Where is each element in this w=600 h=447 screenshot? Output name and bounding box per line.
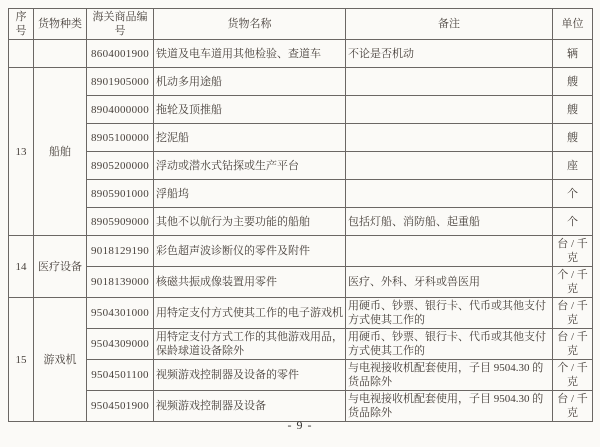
code-cell: 8905909000: [87, 208, 154, 236]
page-number: - 9 -: [287, 418, 313, 432]
code-cell: 8905100000: [87, 124, 154, 152]
category-cell: 医疗设备: [34, 236, 87, 298]
unit-cell: 辆: [553, 40, 593, 68]
unit-cell: 台 / 千克: [553, 391, 593, 422]
category-cell: [34, 40, 87, 68]
code-cell: 8905200000: [87, 152, 154, 180]
category-cell: 船舶: [34, 68, 87, 236]
table-row: [9, 40, 593, 68]
remark-cell: 用硬币、钞票、银行卡、代币或其他支付方式使其工作的: [346, 329, 553, 360]
unit-cell: 个 / 千克: [553, 267, 593, 298]
name-cell: 浮船坞: [154, 180, 346, 208]
table-row: [9, 68, 593, 96]
goods-table: [8, 8, 593, 422]
unit-cell: 艘: [553, 96, 593, 124]
unit-cell: 台 / 千克: [553, 236, 593, 267]
table-row: [9, 96, 593, 124]
unit-cell: 个: [553, 208, 593, 236]
unit-cell: 座: [553, 152, 593, 180]
remark-cell: 包括灯船、消防船、起重船: [346, 208, 553, 236]
name-cell: 浮动或潜水式钻探或生产平台: [154, 152, 346, 180]
serial-cell: 14: [9, 236, 34, 298]
code-cell: 8604001900: [87, 40, 154, 68]
table-row: [9, 298, 593, 329]
code-cell: 9504301000: [87, 298, 154, 329]
table-row: [9, 391, 593, 422]
remark-cell: [346, 68, 553, 96]
remark-cell: [346, 180, 553, 208]
unit-cell: 艘: [553, 124, 593, 152]
name-cell: 视频游戏控制器及设备: [154, 391, 346, 422]
serial-cell: [9, 40, 34, 68]
table-header: [9, 9, 593, 40]
code-cell: 9504309000: [87, 329, 154, 360]
remark-cell: [346, 152, 553, 180]
serial-cell: 15: [9, 298, 34, 422]
header-unit: 单位: [553, 9, 593, 40]
name-cell: 铁道及电车道用其他检验、查道车: [154, 40, 346, 68]
remark-cell: 与电视接收机配套使用，子目 9504.30 的货品除外: [346, 360, 553, 391]
remark-cell: [346, 96, 553, 124]
name-cell: 挖泥船: [154, 124, 346, 152]
name-cell: 核磁共振成像装置用零件: [154, 267, 346, 298]
goods-table-container: [8, 8, 592, 422]
remark-cell: 与电视接收机配套使用，子目 9504.30 的货品除外: [346, 391, 553, 422]
remark-cell: 不论是否机动: [346, 40, 553, 68]
name-cell: 视频游戏控制器及设备的零件: [154, 360, 346, 391]
name-cell: 用特定支付方式工作的其他游戏用品，保龄球道设备除外: [154, 329, 346, 360]
category-cell: 游戏机: [34, 298, 87, 422]
unit-cell: 台 / 千克: [553, 298, 593, 329]
code-cell: 9018129190: [87, 236, 154, 267]
unit-cell: 个: [553, 180, 593, 208]
table-row: [9, 329, 593, 360]
name-cell: 其他不以航行为主要功能的船舶: [154, 208, 346, 236]
unit-cell: 艘: [553, 68, 593, 96]
code-cell: 9018139000: [87, 267, 154, 298]
code-cell: 9504501900: [87, 391, 154, 422]
code-cell: 8904000000: [87, 96, 154, 124]
unit-cell: 台 / 千克: [553, 329, 593, 360]
header-row: [9, 9, 593, 40]
unit-cell: 个 / 千克: [553, 360, 593, 391]
header-category: 货物种类: [34, 9, 87, 40]
header-remark: 备注: [346, 9, 553, 40]
header-name: 货物名称: [154, 9, 346, 40]
name-cell: 用特定支付方式使其工作的电子游戏机: [154, 298, 346, 329]
code-cell: 8905901000: [87, 180, 154, 208]
table-row: [9, 124, 593, 152]
name-cell: 彩色超声波诊断仪的零件及附件: [154, 236, 346, 267]
remark-cell: [346, 124, 553, 152]
name-cell: 机动多用途船: [154, 68, 346, 96]
remark-cell: [346, 236, 553, 267]
code-cell: 8901905000: [87, 68, 154, 96]
table-row: [9, 152, 593, 180]
table-body: [9, 40, 593, 422]
header-code: 海关商品编号: [87, 9, 154, 40]
table-row: [9, 208, 593, 236]
table-row: [9, 267, 593, 298]
name-cell: 拖轮及顶推船: [154, 96, 346, 124]
table-row: [9, 180, 593, 208]
remark-cell: 医疗、外科、牙科或兽医用: [346, 267, 553, 298]
table-row: [9, 360, 593, 391]
header-serial: 序号: [9, 9, 34, 40]
remark-cell: 用硬币、钞票、银行卡、代币或其他支付方式使其工作的: [346, 298, 553, 329]
serial-cell: 13: [9, 68, 34, 236]
code-cell: 9504501100: [87, 360, 154, 391]
table-row: [9, 236, 593, 267]
